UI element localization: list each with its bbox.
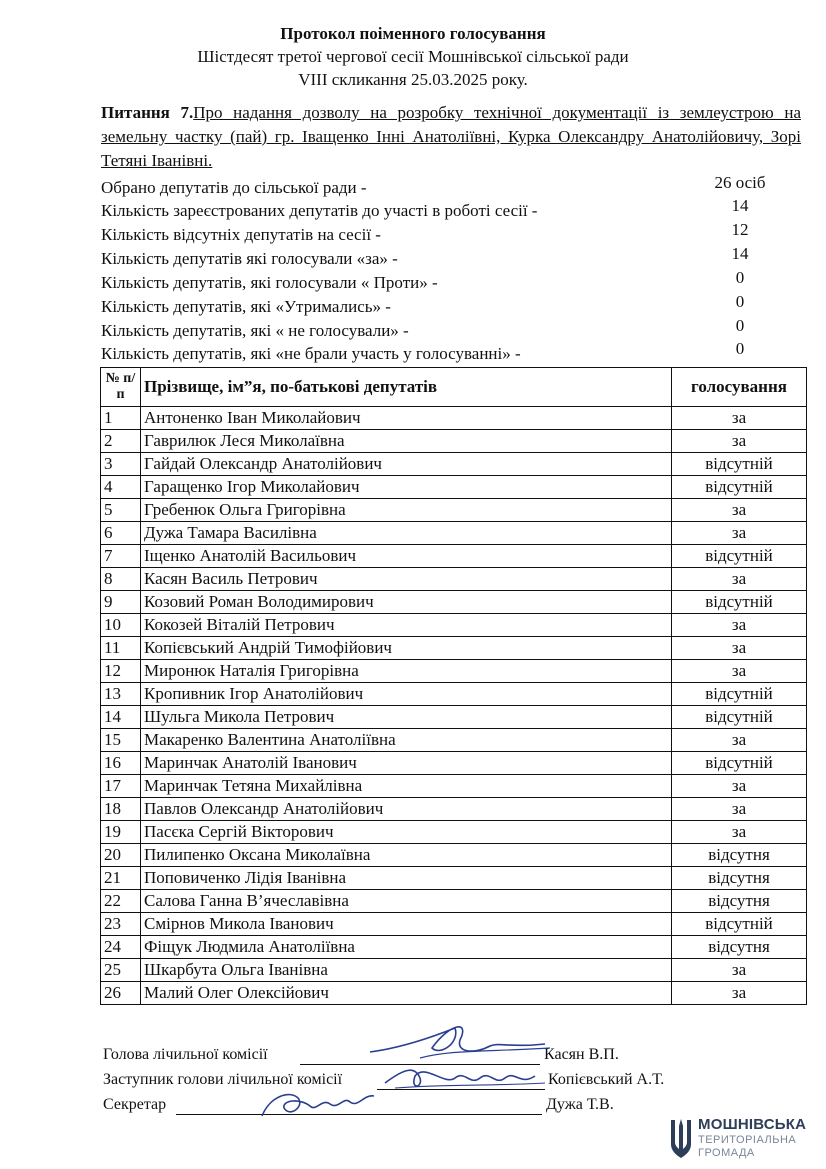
deputy-name: Миронюк Наталія Григорівна [141,660,672,683]
vote-result: за [672,821,807,844]
table-row [101,821,807,844]
table-row [101,522,807,545]
signature-role-chair: Голова лічильної комісії [103,1046,268,1063]
row-number: 24 [101,936,141,959]
table-row [101,890,807,913]
table-row [101,637,807,660]
table-row [101,798,807,821]
deputy-name: Маринчак Анатолій Іванович [141,752,672,775]
row-number: 17 [101,775,141,798]
vote-result: за [672,729,807,752]
row-number: 12 [101,660,141,683]
table-row [101,936,807,959]
deputy-name: Салова Ганна В’ячеславівна [141,890,672,913]
signature-name-secretary: Дужа Т.В. [546,1096,614,1113]
table-row [101,729,807,752]
deputy-name: Кокозей Віталій Петрович [141,614,672,637]
row-number: 8 [101,568,141,591]
row-number: 19 [101,821,141,844]
row-number: 9 [101,591,141,614]
roll-call-table [100,367,807,1005]
stat-value: 0 [735,292,745,311]
table-row [101,913,807,936]
stat-value: 14 [731,244,749,263]
stat-value: 0 [735,268,745,287]
vote-result: відсутній [672,683,807,706]
deputy-name: Гребенюк Ольга Григорівна [141,499,672,522]
row-number: 26 [101,982,141,1005]
row-number: 14 [101,706,141,729]
vote-result: відсутній [672,752,807,775]
row-number: 7 [101,545,141,568]
table-header-row [101,368,807,407]
vote-result: за [672,568,807,591]
table-row [101,430,807,453]
stat-label: Кількість депутатів, які «не брали участь у голосуванні» - [101,344,521,363]
row-number: 22 [101,890,141,913]
table-row [101,568,807,591]
deputy-name: Фіщук Людмила Анатоліївна [141,936,672,959]
vote-result: за [672,798,807,821]
table-row [101,545,807,568]
vote-result: за [672,407,807,430]
session-line: Шістдесят третої чергової сесії Мошнівської сільської ради [197,47,629,66]
deputy-name: Пилипенко Оксана Миколаївна [141,844,672,867]
stat-value: 0 [735,339,745,358]
vote-result: за [672,499,807,522]
table-row [101,844,807,867]
signature-role-deputy: Заступник голови лічильної комісії [103,1071,343,1088]
deputy-name: Касян Василь Петрович [141,568,672,591]
table-row [101,453,807,476]
stat-label: Кількість депутатів, які голосували « Проти» - [101,273,438,292]
vote-result: за [672,430,807,453]
table-row [101,867,807,890]
vote-result: відсутня [672,890,807,913]
table-row [101,775,807,798]
deputy-name: Шкарбута Ольга Іванівна [141,959,672,982]
question-label: Питання 7. [101,103,194,122]
row-number: 23 [101,913,141,936]
vote-result: за [672,522,807,545]
row-number: 13 [101,683,141,706]
vote-result: відсутній [672,545,807,568]
document-title: Протокол поіменного голосування [280,24,546,43]
deputy-name: Поповиченко Лідія Іванівна [141,867,672,890]
header-name: Прізвище, ім”я, по-батькові депутатів [141,368,672,407]
trident-icon [668,1116,694,1160]
table-row [101,752,807,775]
row-number: 4 [101,476,141,499]
table-row [101,614,807,637]
deputy-name: Павлов Олександр Анатолійович [141,798,672,821]
row-number: 25 [101,959,141,982]
deputy-name: Пасєка Сергій Вікторович [141,821,672,844]
question-text: Про надання дозволу на розробку технічної документації із землеустрою на земельну частку (пай) гр. Іващенко Інні Анатоліївні, Курка Олександру Анатолійовичу, Зорі Тетяні Іванівні. [101,103,801,170]
logo-name: МОШНІВСЬКА [698,1116,807,1133]
deputy-name: Шульга Микола Петрович [141,706,672,729]
vote-result: відсутній [672,476,807,499]
stat-label: Кількість депутатів, які «Утримались» - [101,297,391,316]
signature-name-chair: Касян В.П. [544,1046,619,1063]
vote-result: за [672,614,807,637]
row-number: 16 [101,752,141,775]
row-number: 21 [101,867,141,890]
logo-line-2: ГРОМАДА [698,1147,755,1159]
stat-label: Кількість депутатів, які « не голосували» - [101,321,409,340]
deputy-name: Макаренко Валентина Анатоліївна [141,729,672,752]
deputy-name: Антоненко Іван Миколайович [141,407,672,430]
signature-role-secretary: Секретар [103,1096,167,1113]
vote-result: за [672,959,807,982]
deputy-name: Копієвський Андрій Тимофійович [141,637,672,660]
table-row [101,706,807,729]
table-row [101,982,807,1005]
table-row [101,683,807,706]
deputy-name: Гаращенко Ігор Миколайович [141,476,672,499]
stat-label: Кількість відсутніх депутатів на сесії - [101,225,381,244]
community-logo [668,1114,818,1162]
deputy-name: Дужа Тамара Василівна [141,522,672,545]
handwritten-signature-deputy [375,1058,550,1098]
handwritten-signature-secretary [250,1084,380,1124]
row-number: 20 [101,844,141,867]
header-number: № п/п [101,368,141,407]
row-number: 2 [101,430,141,453]
table-row [101,407,807,430]
deputy-name: Малий Олег Олексійович [141,982,672,1005]
table-row [101,660,807,683]
vote-result: відсутній [672,591,807,614]
vote-result: відсутня [672,844,807,867]
table-row [101,499,807,522]
stat-label: Кількість депутатів які голосували «за» - [101,249,398,268]
agenda-question [101,101,801,173]
table-row [101,959,807,982]
row-number: 11 [101,637,141,660]
deputy-name: Гаврилюк Леся Миколаївна [141,430,672,453]
row-number: 10 [101,614,141,637]
convocation-date-line: VIII скликання 25.03.2025 року. [298,70,528,89]
vote-result: відсутній [672,913,807,936]
row-number: 18 [101,798,141,821]
stat-label: Обрано депутатів до сільської ради - [101,178,367,197]
deputy-name: Козовий Роман Володимирович [141,591,672,614]
row-number: 5 [101,499,141,522]
logo-line-1: ТЕРИТОРІАЛЬНА [698,1134,797,1146]
vote-result: відсутній [672,706,807,729]
stat-value: 12 [731,220,749,239]
row-number: 15 [101,729,141,752]
deputy-name: Кропивник Ігор Анатолійович [141,683,672,706]
deputy-name: Гайдай Олександр Анатолійович [141,453,672,476]
stat-value: 0 [735,316,745,335]
table-row [101,591,807,614]
row-number: 6 [101,522,141,545]
signature-name-deputy: Копієвський А.Т. [548,1071,665,1088]
vote-result: за [672,775,807,798]
vote-result: за [672,637,807,660]
deputy-name: Іщенко Анатолій Васильович [141,545,672,568]
row-number: 1 [101,407,141,430]
vote-result: за [672,660,807,683]
stat-value: 26 осіб [714,173,766,192]
table-row [101,476,807,499]
deputy-name: Маринчак Тетяна Михайлівна [141,775,672,798]
stat-value: 14 [731,196,749,215]
stat-label: Кількість зареєстрованих депутатів до участі в роботі сесії - [101,201,538,220]
header-vote: голосування [672,368,807,407]
row-number: 3 [101,453,141,476]
vote-result: за [672,982,807,1005]
vote-result: відсутня [672,936,807,959]
vote-result: відсутній [672,453,807,476]
vote-result: відсутня [672,867,807,890]
deputy-name: Смірнов Микола Іванович [141,913,672,936]
